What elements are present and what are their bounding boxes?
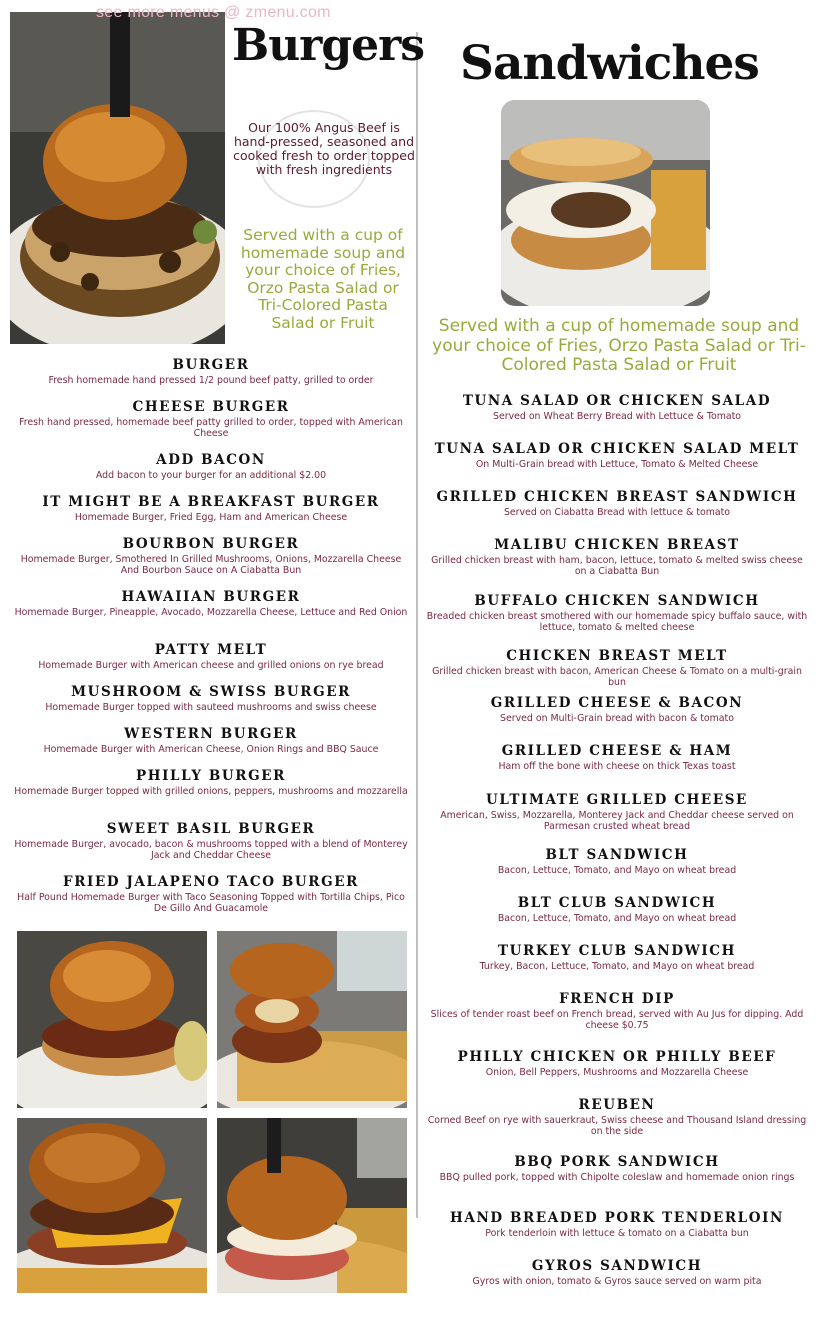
- item-description: BBQ pulled pork, topped with Chipolte coleslaw and homemade onion rings: [439, 1172, 795, 1183]
- menu-item: [420, 743, 814, 773]
- menu-item: [420, 991, 814, 1031]
- item-description: Homemade Burger, Fried Egg, Ham and American Cheese: [74, 512, 348, 523]
- menu-item: [420, 792, 814, 832]
- burger-photo-4: [217, 1118, 407, 1293]
- menu-item: [420, 943, 814, 973]
- item-description: Homemade Burger with American Cheese, Onion Rings and BBQ Sauce: [43, 744, 379, 755]
- item-description: Grilled chicken breast with ham, bacon, lettuce, tomato & melted swiss cheese on a Ciabatta Bun: [431, 555, 803, 577]
- menu-item: [8, 768, 414, 798]
- item-name: SWEET BASIL BURGER: [106, 821, 316, 837]
- menu-item: [420, 895, 814, 925]
- item-description: Fresh homemade hand pressed 1/2 pound beef patty, grilled to order: [48, 375, 374, 386]
- item-name: CHICKEN BREAST MELT: [506, 648, 728, 664]
- burgers-served-note: Served with a cup of homemade soup and your choice of Fries, Orzo Pasta Salad or Tri-Colored Pasta Salad or Fruit: [240, 226, 406, 332]
- item-description: Homemade Burger, Pineapple, Avocado, Mozzarella Cheese, Lettuce and Red Onion: [14, 607, 408, 618]
- sandwiches-served-note: Served with a cup of homemade soup and your choice of Fries, Orzo Pasta Salad or Tri-Colored Pasta Salad or Fruit: [432, 316, 806, 375]
- item-description: American, Swiss, Mozzarella, Monterey Jack and Cheddar cheese served on Parmesan crusted wheat bread: [440, 810, 794, 832]
- item-name: GYROS SANDWICH: [531, 1258, 703, 1274]
- item-name: GRILLED CHEESE & HAM: [501, 743, 733, 759]
- menu-item: [420, 1210, 814, 1240]
- burger-photo-2: [217, 931, 407, 1108]
- column-divider: [416, 32, 418, 1218]
- item-description: Half Pound Homemade Burger with Taco Seasoning Topped with Tortilla Chips, Pico De Gillo And Guacamole: [17, 892, 405, 914]
- item-name: CHEESE BURGER: [132, 399, 290, 415]
- item-description: Breaded chicken breast smothered with our homemade spicy buffalo sauce, with lettuce, tomato & melted cheese: [426, 611, 808, 633]
- item-name: PHILLY BURGER: [136, 768, 286, 784]
- menu-item: [420, 1258, 814, 1288]
- item-name: MALIBU CHICKEN BREAST: [494, 537, 740, 553]
- item-name: MUSHROOM & SWISS BURGER: [71, 684, 351, 700]
- menu-item: [420, 695, 814, 725]
- menu-item: [420, 489, 814, 519]
- burger-photo-3: [17, 1118, 207, 1293]
- item-description: On Multi-Grain bread with Lettuce, Tomato & Melted Cheese: [475, 459, 759, 470]
- item-name: IT MIGHT BE A BREAKFAST BURGER: [42, 494, 380, 510]
- menu-item: [8, 874, 414, 914]
- item-name: BUFFALO CHICKEN SANDWICH: [474, 593, 760, 609]
- item-description: Bacon, Lettuce, Tomato, and Mayo on wheat bread: [497, 913, 737, 924]
- item-description: Gyros with onion, tomato & Gyros sauce served on warm pita: [472, 1276, 762, 1287]
- item-description: Served on Multi-Grain bread with bacon & tomato: [500, 713, 734, 724]
- item-name: REUBEN: [578, 1097, 656, 1113]
- burgers-menu-list: [8, 0, 414, 930]
- item-description: Served on Ciabatta Bread with lettuce & tomato: [503, 507, 731, 518]
- item-description: Bacon, Lettuce, Tomato, and Mayo on wheat bread: [497, 865, 737, 876]
- menu-item: [420, 1097, 814, 1137]
- item-name: TURKEY CLUB SANDWICH: [497, 943, 737, 959]
- item-name: BOURBON BURGER: [122, 536, 300, 552]
- item-name: ULTIMATE GRILLED CHEESE: [486, 792, 748, 808]
- item-description: Fresh hand pressed, homemade beef patty grilled to order, topped with American Cheese: [19, 417, 403, 439]
- item-description: Served on Wheat Berry Bread with Lettuce & Tomato: [493, 411, 741, 422]
- item-name: TUNA SALAD OR CHICKEN SALAD: [462, 393, 772, 409]
- item-name: BBQ PORK SANDWICH: [514, 1154, 720, 1170]
- item-description: Homemade Burger topped with grilled onions, peppers, mushrooms and mozzarella: [14, 786, 408, 797]
- menu-item: [8, 589, 414, 619]
- item-description: Slices of tender roast beef on French bread, served with Au Jus for dipping. Add cheese $0.75: [430, 1009, 804, 1031]
- menu-item: [420, 648, 814, 688]
- item-name: TUNA SALAD OR CHICKEN SALAD MELT: [434, 441, 800, 457]
- item-name: WESTERN BURGER: [124, 726, 298, 742]
- item-description: Homemade Burger topped with sauteed mushrooms and swiss cheese: [45, 702, 377, 713]
- item-name: GRILLED CHICKEN BREAST SANDWICH: [436, 489, 798, 505]
- burgers-intro: Our 100% Angus Beef is hand-pressed, seasoned and cooked fresh to order topped with fresh ingredients: [233, 120, 415, 177]
- burger-photo-1: [17, 931, 207, 1108]
- menu-item: [420, 593, 814, 633]
- menu-item: [8, 642, 414, 672]
- item-description: Add bacon to your burger for an additional $2.00: [95, 470, 327, 481]
- item-description: Turkey, Bacon, Lettuce, Tomato, and Mayo on wheat bread: [479, 961, 755, 972]
- item-name: BURGER: [172, 357, 250, 373]
- item-name: HAND BREADED PORK TENDERLOIN: [450, 1210, 784, 1226]
- item-name: GRILLED CHEESE & BACON: [490, 695, 744, 711]
- item-description: Grilled chicken breast with bacon, American Cheese & Tomato on a multi-grain bun: [432, 666, 802, 688]
- menu-item: [420, 441, 814, 471]
- menu-item: [8, 357, 414, 387]
- watermark: see more menus @ zmenu.com: [96, 4, 331, 21]
- item-description: Homemade Burger, avocado, bacon & mushrooms topped with a blend of Monterey Jack and Cheddar Cheese: [14, 839, 408, 861]
- menu-item: [8, 399, 414, 439]
- item-name: BLT CLUB SANDWICH: [517, 895, 717, 911]
- menu-item: [420, 1154, 814, 1184]
- menu-item: [8, 494, 414, 524]
- item-name: FRENCH DIP: [559, 991, 675, 1007]
- sandwiches-menu-list: [420, 0, 814, 1300]
- item-description: Onion, Bell Peppers, Mushrooms and Mozzarella Cheese: [485, 1067, 749, 1078]
- menu-item: [8, 452, 414, 482]
- item-name: PHILLY CHICKEN OR PHILLY BEEF: [457, 1049, 777, 1065]
- menu-item: [8, 684, 414, 714]
- item-description: Pork tenderloin with lettuce & tomato on a Ciabatta bun: [485, 1228, 749, 1239]
- item-description: Homemade Burger with American cheese and grilled onions on rye bread: [38, 660, 384, 671]
- item-name: BLT SANDWICH: [545, 847, 689, 863]
- item-description: Corned Beef on rye with sauerkraut, Swiss cheese and Thousand Island dressing on the side: [427, 1115, 807, 1137]
- item-description: Homemade Burger, Smothered In Grilled Mushrooms, Onions, Mozzarella Cheese And Bourbon Sauce on A Ciabatta Bun: [20, 554, 402, 576]
- menu-item: [8, 536, 414, 576]
- menu-item: [420, 847, 814, 877]
- item-name: PATTY MELT: [154, 642, 268, 658]
- item-name: FRIED JALAPENO TACO BURGER: [63, 874, 359, 890]
- item-name: HAWAIIAN BURGER: [121, 589, 301, 605]
- sandwiches-title: Sandwiches: [460, 36, 759, 91]
- menu-item: [420, 1049, 814, 1079]
- menu-item: [420, 537, 814, 577]
- burgers-title: Burgers: [232, 20, 425, 71]
- menu-item: [8, 726, 414, 756]
- menu-item: [420, 393, 814, 423]
- item-description: Ham off the bone with cheese on thick Texas toast: [498, 761, 736, 772]
- item-name: ADD BACON: [156, 452, 266, 468]
- menu-item: [8, 821, 414, 861]
